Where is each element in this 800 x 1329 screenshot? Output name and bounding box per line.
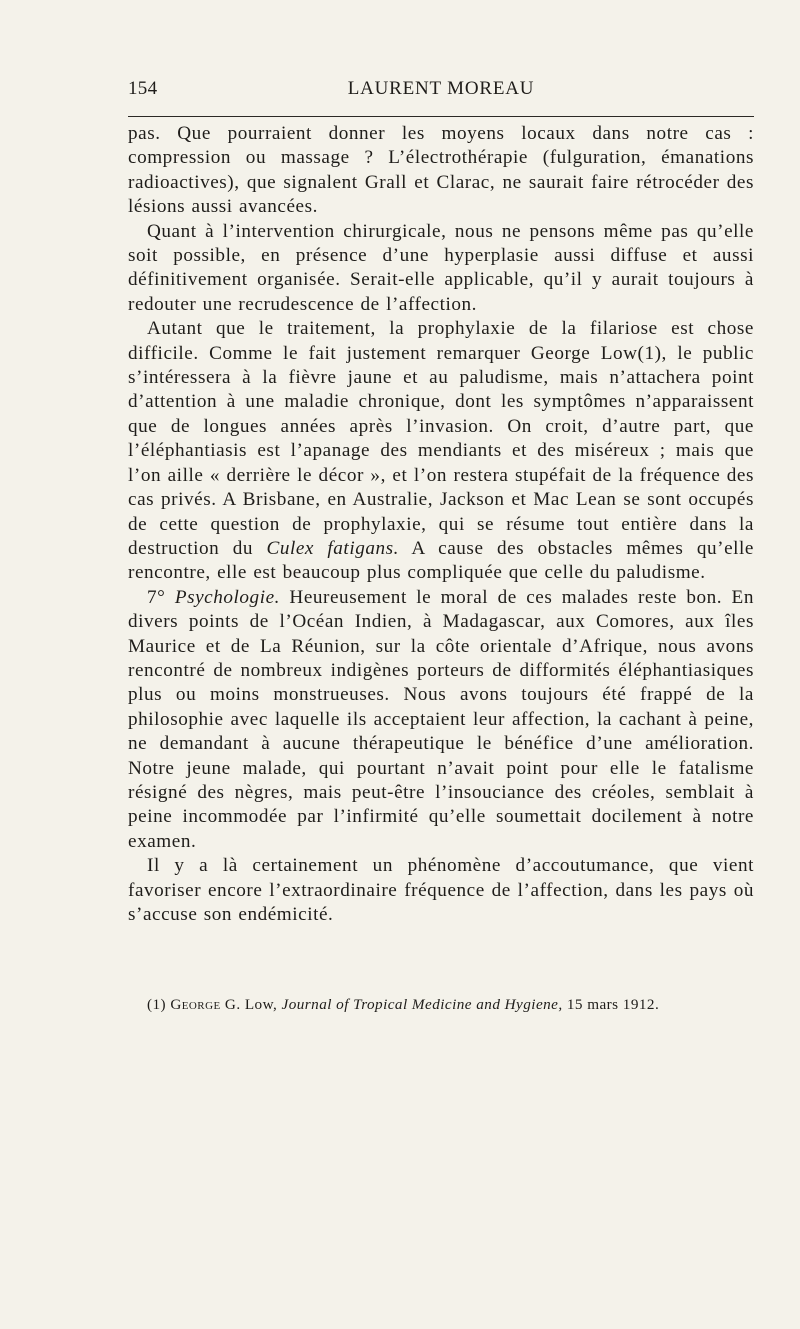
page-number: 154 <box>128 78 158 99</box>
section-number: 7° <box>147 586 166 608</box>
footnote-journal: Journal of Tropical Medicine and Hygiene, <box>281 996 563 1013</box>
psychology-text: Heureusement le moral de ces malades reste bon. En divers points de l’Océan Indien, à Madagascar, aux Comores, aux îles Maurice et de La Réunion, sur la côte orientale d’Afrique, nous avons rencontré de nombreux indigènes porteurs de difformités éléphantiasiques plus ou moins monstrueuses. Nous avons toujours été frappé de la philosophie avec laquelle ils acceptaient leur affection, la cachant à peine, ne demandant à aucune thérapeutique le bénéfice d’une amélioration. Notre jeune malade, qui pourtant n’avait point pour elle le fatalisme résigné des nègres, mais peut-être l’insouciance des créoles, semblait à peine incommodée par l’infirmité qu’elle soumettait docilement à notre examen. <box>128 586 754 852</box>
footnote-author-first: George <box>170 996 221 1013</box>
section-heading: Psychologie. <box>174 586 280 608</box>
paragraph-treatment-local: pas. Que pourraient donner les moyens locaux dans notre cas : compression ou massage ? L’électrothérapie (fulguration, émanations radioactives), que signalent Grall et Clarac, ne saurait faire rétrocéder des lésions aussi avancées. <box>128 123 754 218</box>
paragraph-surgery: Quant à l’intervention chirurgicale, nous ne pensons même pas qu’elle soit possible, en présence d’une hyperplasie aussi diffuse et aussi définitivement organisée. Serait-elle applicable, qu’il y aurait toujours à redouter une recrudescence de l’affection. <box>128 220 754 315</box>
footnote-author-rest: G. Low, <box>224 996 278 1013</box>
prophylaxis-text-end: A cause des obstacles mêmes qu’elle rencontre, elle est beaucoup plus compliquée que celle du paludisme. <box>128 537 754 584</box>
running-title: LAURENT MOREAU <box>347 78 535 99</box>
footnote-marker: (1) <box>147 996 167 1013</box>
species-name: Culex fatigans. <box>266 537 399 559</box>
running-header <box>128 72 754 102</box>
prophylaxis-text-start: Autant que le traitement, la prophylaxie de la filariose est chose difficile. Comme le fait justement remarquer George Low(1), le public s’intéressera à la fièvre jaune et au paludisme, mais n’attachera point d’attention à une maladie chronique, dont les symptômes n’apparaissent que de longues années après l’invasion. On croit, d’autre part, que l’éléphantiasis est l’apanage des mendiants et des miséreux ; mais que l’on aille « derrière le décor », et l’on restera stupéfait de la fréquence des cas privés. A Brisbane, en Australie, Jackson et Mac Lean se sont occupés de cette question de prophylaxie, qui se résume tout entière dans la destruction du <box>128 318 754 559</box>
footnote <box>128 994 754 1016</box>
body-text <box>128 122 754 927</box>
paragraph-accustoming: Il y a là certainement un phénomène d’accoutumance, que vient favoriser encore l’extraordinaire fréquence de l’affection, dans les pays où s’accuse son endémicité. <box>128 855 754 925</box>
paragraph-psychology <box>128 586 754 854</box>
paragraph-prophylaxis <box>128 317 754 585</box>
header-rule <box>128 116 754 117</box>
footnote-date: 15 mars 1912. <box>566 996 660 1013</box>
